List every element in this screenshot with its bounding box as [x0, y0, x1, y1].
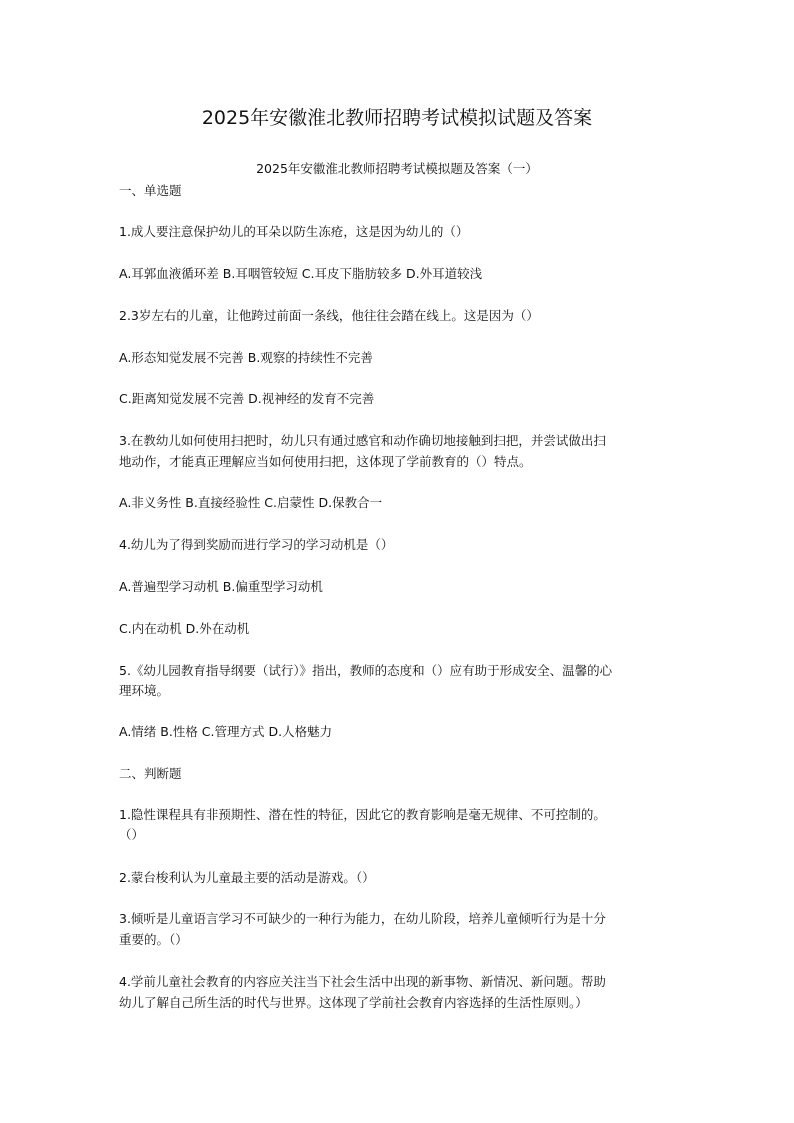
tf-question-3-line-2: 重要的。（）: [119, 932, 188, 947]
question-2: 2.3岁左右的儿童，让他跨过前面一条线，他往往会踏在线上。这是因为（）: [119, 308, 539, 323]
tf-question-2: 2.蒙台梭利认为儿童最主要的活动是游戏。（）: [119, 870, 375, 885]
question-2-options-b: C.距离知觉发展不完善 D.视神经的发育不完善: [119, 391, 375, 406]
question-5-options: A.情绪 B.性格 C.管理方式 D.人格魅力: [119, 724, 333, 739]
question-1: 1.成人要注意保护幼儿的耳朵以防生冻疮，这是因为幼儿的（）: [119, 224, 469, 239]
question-5-line-1: 5.《幼儿园教育指导纲要（试行）》指出，教师的态度和（）应有助于形成安全、温馨的心: [119, 663, 613, 678]
tf-question-1-line-1: 1.隐性课程具有非预期性、潜在性的特征，因此它的教育影响是毫无规律、不可控制的。: [119, 807, 606, 822]
question-3-options: A.非义务性 B.直接经验性 C.启蒙性 D.保教合一: [119, 495, 383, 510]
tf-question-1-line-2: （）: [119, 827, 145, 842]
document-title: 2025年安徽淮北教师招聘考试模拟试题及答案: [201, 107, 593, 129]
question-3-line-2: 地动作，才能真正理解应当如何使用扫把，这体现了学前教育的（）特点。: [119, 454, 532, 469]
question-2-options-a: A.形态知觉发展不完善 B.观察的持续性不完善: [119, 350, 373, 365]
section-heading-true-false: 二、判断题: [119, 766, 182, 781]
document-subtitle: 2025年安徽淮北教师招聘考试模拟题及答案（一）: [256, 161, 538, 176]
question-1-options: A.耳郭血液循环差 B.耳咽管较短 C.耳皮下脂肪较多 D.外耳道较浅: [119, 266, 483, 281]
question-3-line-1: 3.在教幼儿如何使用扫把时，幼儿只有通过感官和动作确切地接触到扫把，并尝试做出扫: [119, 433, 606, 448]
tf-question-4-line-1: 4.学前儿童社会教育的内容应关注当下社会生活中出现的新事物、新情况、新问题。帮助: [119, 974, 606, 989]
question-4-options-a: A.普遍型学习动机 B.偏重型学习动机: [119, 579, 323, 594]
tf-question-4-line-2: 幼儿了解自己所生活的时代与世界。这体现了学前社会教育内容选择的生活性原则。）: [119, 995, 588, 1010]
question-4: 4.幼儿为了得到奖励而进行学习的学习动机是（）: [119, 537, 394, 552]
section-heading-single-choice: 一、单选题: [119, 183, 182, 198]
question-5-line-2: 理环境。: [119, 683, 170, 698]
question-4-options-b: C.内在动机 D.外在动机: [119, 621, 250, 636]
tf-question-3-line-1: 3.倾听是儿童语言学习不可缺少的一种行为能力，在幼儿阶段，培养儿童倾听行为是十分: [119, 911, 606, 926]
